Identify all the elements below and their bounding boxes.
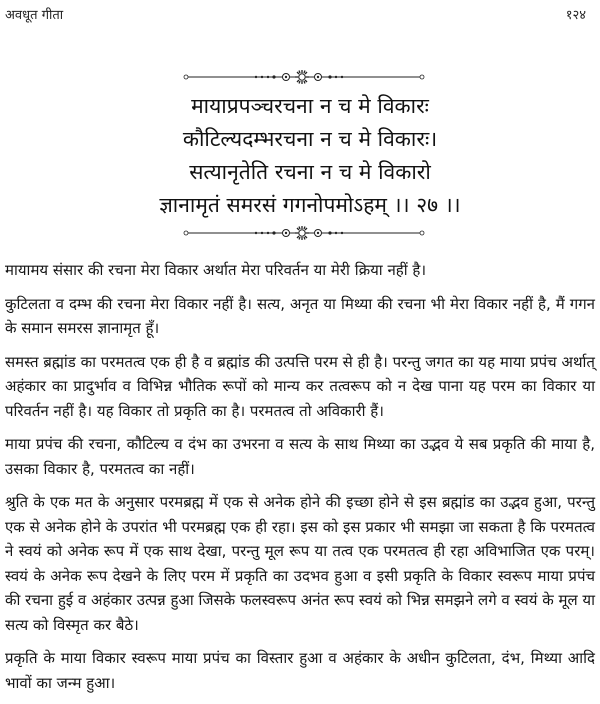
commentary-paragraph: मायामय संसार की रचना मेरा विकार अर्थात मेरा परिवर्तन या मेरी क्रिया नहीं है। [5,261,427,279]
book-title: अवधूत गीता [5,8,64,23]
page-number: १२४ [565,8,586,23]
verse-line: ज्ञानामृतं समरसं गगनोपमोऽहम् ।। २७ ।। [159,193,461,217]
commentary-paragraph: समस्त ब्रह्मांड का परमतत्व एक ही है व ब्रह्मांड की उत्पत्ति परम से ही है। परन्तु जगत का यह माया प्रपंच अर्थात् अहंकार का प्रादुर्भाव व विभिन्न भौतिक रूपों को मान्य कर तत्वरूप को न देख पाना यह परम का विकार या परिवर्तन नहीं है। यह विकार तो प्रकृति का है। परमतत्व तो अविकारी हैं। [5,352,595,420]
verse-line: मायाप्रपञ्चरचना न च मे विकारः [191,94,429,118]
page-header [5,4,586,24]
commentary-paragraph: श्रुति के एक मत के अनुसार परमब्रह्म में एक से अनेक होने की इच्छा होने से इस ब्रह्मांड का उद्भव हुआ, परन्तु एक से अनेक होने के उपरांत भी परमब्रह्म एक ही रहा। इस को इस प्रकार भी समझा जा सकता है कि परमतत्व ने स्वयं को अनेक रूप में एक साथ देखा, परन्तु मूल रूप या तत्व एक परमतत्व ही रहा अविभाजित एक परम्। स्वयं के अनेक रूप देखने के लिए परम में प्रकृति का उदभव हुआ व इसी प्रकृति के विकार स्वरूप माया प्रपंच की रचना हुई व अहंकार उत्पन्न हुआ जिसके फलस्वरूप अनंत रूप स्वयं को भिन्न समझने लगे व स्वयं के मूल या सत्य को विस्मृत कर बैठे। [5,493,595,634]
floral-divider-icon [183,70,425,84]
hindi-commentary [5,258,595,704]
verse-line: सत्यानृतेति रचना न च मे विकारो [189,160,431,184]
commentary-paragraph: कुटिलता व दम्भ की रचना मेरा विकार नहीं है। सत्य, अनृत या मिथ्या की रचना भी मेरा विकार नहीं है, मैं गगन के समान समरस ज्ञानामृत हूँ। [5,294,595,337]
commentary-paragraph: माया प्रपंच की रचना, कौटिल्य व दंभ का उभरना व सत्य के साथ मिथ्या का उद्भव ये सब प्रकृति की माया है, उसका विकार है, परमतत्व का नहीं। [5,435,595,478]
verse-line: कौटिल्यदम्भरचना न च मे विकारः। [182,127,438,151]
sanskrit-verse [0,90,600,222]
floral-divider-icon [183,226,425,240]
commentary-paragraph: प्रकृति के माया विकार स्वरूप माया प्रपंच का विस्तार हुआ व अहंकार के अधीन कुटिलता, दंभ, मिथ्या आदि भावों का जन्म हुआ। [5,649,595,692]
